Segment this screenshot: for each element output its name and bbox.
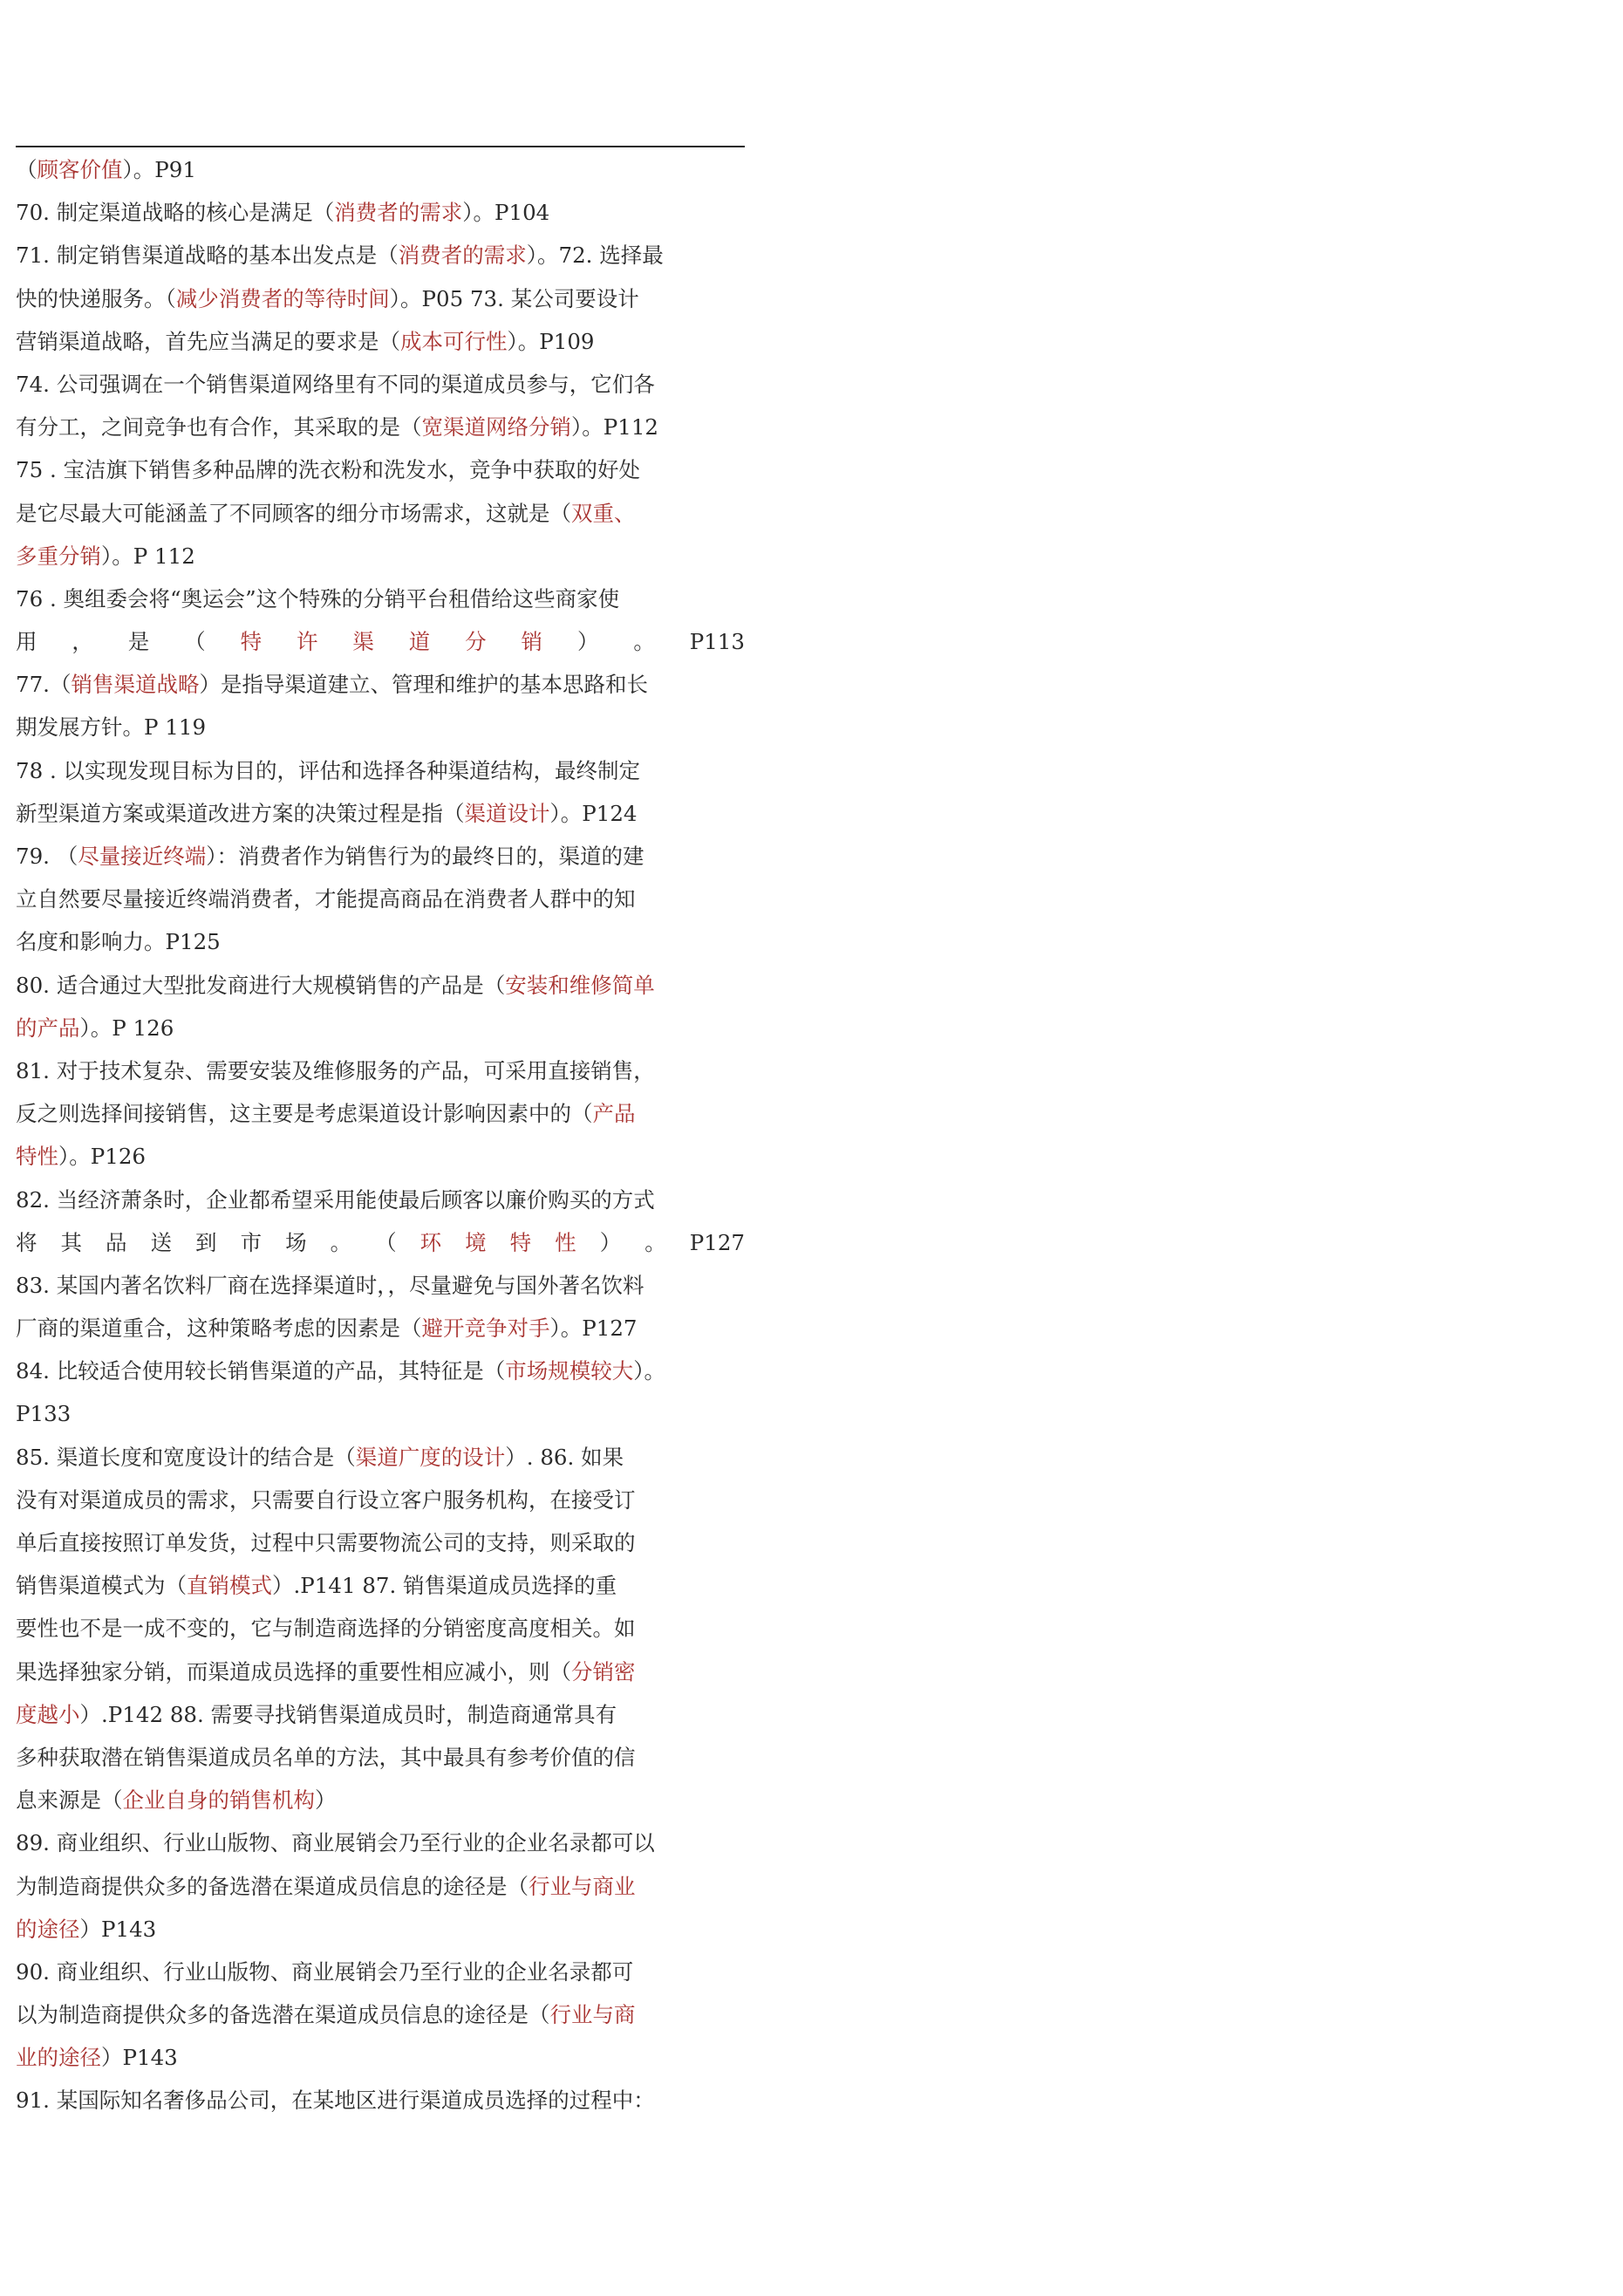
text-line — [16, 1092, 745, 1135]
text-line — [16, 749, 745, 792]
answer-text: 安装和维修简单 — [505, 972, 655, 998]
question-text: 81. 对于技术复杂、需要安装及维修服务的产品，可采用直接销售， — [16, 1057, 655, 1083]
text-line — [16, 1479, 745, 1521]
answer-text: 消费者的需求 — [398, 243, 527, 269]
text-line — [16, 535, 745, 577]
question-text: 新型渠道方案或渠道改进方案的决策过程是指（ — [16, 800, 465, 826]
question-text: 期发展方针。P 119 — [16, 714, 207, 741]
text-line — [16, 1779, 745, 1821]
question-text: 76 . 奥组委会将“奥运会”这个特殊的分销平台租借给这些商家使 — [16, 585, 620, 612]
question-text: 84. 比较适合使用较长销售渠道的产品，其特征是（ — [16, 1358, 506, 1384]
question-text: 85. 渠道长度和宽度设计的结合是（ — [16, 1444, 356, 1470]
question-text: 快的快递服务。（ — [16, 285, 176, 311]
question-text: （ — [16, 157, 38, 182]
text-line — [16, 1049, 745, 1092]
answer-text: 渠道设计 — [464, 800, 550, 826]
question-text: ）.P142 88. 需要寻找销售渠道成员时，制造商通常具有 — [79, 1701, 617, 1727]
text-line — [16, 234, 745, 277]
question-text: 83. 某国内著名饮料厂商在选择渠道时，，尽量避免与国外著名饮料 — [16, 1272, 644, 1298]
answer-text: 的产品 — [16, 1015, 80, 1041]
text-line — [16, 620, 745, 663]
question-text: P133 — [16, 1401, 72, 1427]
question-text: ）：消费者作为销售行为的最终日的，渠道的建 — [206, 844, 644, 869]
text-line — [16, 1436, 745, 1479]
question-text: 80. 适合通过大型批发商进行大规模销售的产品是（ — [16, 972, 506, 998]
question-text: 77.（ — [16, 672, 72, 698]
question-text: 销售渠道模式为（ — [16, 1573, 187, 1599]
text-line — [16, 1307, 745, 1350]
text-line — [16, 1221, 745, 1264]
text-line — [16, 792, 745, 835]
question-text: 是它尽最大可能涵盖了不同顾客的细分市场需求，这就是（ — [16, 500, 571, 526]
text-line — [16, 363, 745, 406]
question-text: ）。P91 — [122, 157, 196, 182]
question-text: 营销渠道战略，首先应当满足的要求是（ — [16, 328, 400, 354]
question-text: 78 . 以实现发现目标为目的，评估和选择各种渠道结构，最终制定 — [16, 757, 641, 783]
answer-text: 尽量接近终端 — [78, 844, 207, 869]
question-text: ）是指导渠道建立、管理和维护的基本思路和长 — [199, 672, 648, 698]
answer-text: 直销模式 — [187, 1573, 272, 1599]
question-text: ）。P112 — [571, 414, 658, 441]
answer-text: 顾客价值 — [37, 157, 123, 182]
text-line — [16, 406, 745, 448]
question-text: 89. 商业组织、行业山版物、商业展销会乃至行业的企业名录都可以 — [16, 1830, 655, 1856]
question-text: 反之则选择间接销售，这主要是考虑渠道设计影响因素中的（ — [16, 1101, 593, 1127]
text-line — [16, 1007, 745, 1049]
answer-text: 避开竞争对手 — [421, 1315, 550, 1342]
answer-text: 减少消费者的等待时间 — [175, 285, 390, 311]
question-text: 以为制造商提供众多的备选潜在渠道成员信息的途径是（ — [16, 2002, 550, 2028]
question-text: 用 ， 是 （ — [16, 629, 241, 655]
question-text: 名度和影响力。P125 — [16, 929, 221, 955]
question-text: 90. 商业组织、行业山版物、商业展销会乃至行业的企业名录都可 — [16, 1958, 634, 1985]
text-line — [16, 706, 745, 748]
text-line — [16, 964, 745, 1007]
text-line — [16, 835, 745, 878]
question-text: 74. 公司强调在一个销售渠道网络里有不同的渠道成员参与，它们各 — [16, 371, 655, 397]
text-line — [16, 148, 745, 191]
answer-text: 的途径 — [16, 1916, 80, 1942]
answer-text: 双重、 — [571, 500, 636, 526]
question-text: ）。72. 选择最 — [526, 243, 664, 269]
question-text: ）。P127 — [549, 1315, 638, 1342]
answer-text: 产品 — [592, 1101, 636, 1127]
answer-text: 行业与商 — [549, 2002, 636, 2028]
text-line — [16, 1264, 745, 1307]
text-line — [16, 920, 745, 963]
text-line — [16, 448, 745, 491]
answer-text: 渠道广度的设计 — [355, 1444, 506, 1470]
text-line — [16, 1392, 745, 1435]
answer-text: 度越小 — [16, 1701, 80, 1727]
answer-text: 企业自身的销售机构 — [122, 1787, 315, 1814]
text-line — [16, 1908, 745, 1951]
text-line — [16, 1993, 745, 2036]
question-text: ）P143 — [101, 2045, 178, 2071]
text-line — [16, 1135, 745, 1178]
text-line — [16, 1650, 745, 1693]
text-line — [16, 878, 745, 920]
question-text: ）。P109 — [507, 328, 595, 354]
text-line — [16, 1951, 745, 1993]
question-text: ）. 86. 如果 — [505, 1444, 624, 1470]
question-text: 71. 制定销售渠道战略的基本出发点是（ — [16, 243, 399, 269]
question-text: 82. 当经济萧条时，企业都希望采用能使最后顾客以廉价购买的方式 — [16, 1186, 655, 1213]
header-rule — [16, 146, 745, 147]
question-text: ）P143 — [79, 1916, 157, 1942]
answer-text: 业的途径 — [16, 2045, 101, 2071]
answer-text: 消费者的需求 — [334, 200, 463, 226]
question-text: 厂商的渠道重合，这种策略考虑的因素是（ — [16, 1315, 422, 1342]
question-text: ）。P 112 — [101, 543, 195, 569]
question-text: ） 。 P113 — [556, 629, 745, 655]
answer-text: 行业与商业 — [528, 1873, 636, 1899]
answer-text: 特性 — [16, 1144, 58, 1170]
question-text: ）。 — [633, 1358, 665, 1384]
question-text: 单后直接按照订单发货，过程中只需要物流公司的支持，则采取的 — [16, 1530, 636, 1555]
question-text: ） — [315, 1787, 337, 1814]
question-text: ）。P104 — [462, 200, 550, 226]
answer-text: 分销密 — [571, 1658, 636, 1684]
text-line — [16, 1564, 745, 1607]
answer-text: 环 境 特 性 — [419, 1229, 585, 1255]
question-text: 息来源是（ — [16, 1787, 123, 1814]
text-line — [16, 1736, 745, 1779]
text-line — [16, 663, 745, 706]
question-text: 91. 某国际知名奢侈品公司，在某地区进行渠道成员选择的过程中： — [16, 2088, 655, 2114]
answer-text: 特 许 渠 道 分 销 — [240, 629, 557, 655]
answer-text: 销售渠道战略 — [71, 672, 200, 698]
question-text: ）。P 126 — [79, 1015, 174, 1041]
text-line — [16, 320, 745, 363]
answer-text: 多重分销 — [16, 543, 101, 569]
question-text: ）.P141 87. 销售渠道成员选择的重 — [272, 1573, 617, 1599]
text-line — [16, 1521, 745, 1564]
question-text: 没有对渠道成员的需求，只需要自行设立客户服务机构，在接受订 — [16, 1486, 636, 1513]
question-text: 果选择独家分销，而渠道成员选择的重要性相应减小，则（ — [16, 1658, 571, 1684]
question-text: ）。P124 — [549, 800, 638, 826]
answer-text: 市场规模较大 — [505, 1358, 634, 1384]
text-line — [16, 2079, 745, 2122]
question-text: 多种获取潜在销售渠道成员名单的方法，其中最具有参考价值的信 — [16, 1744, 636, 1770]
text-line — [16, 1865, 745, 1908]
question-text: ）。P126 — [58, 1144, 146, 1170]
document-body — [16, 148, 745, 2122]
question-text: 79. （ — [16, 844, 78, 869]
text-line — [16, 1821, 745, 1864]
text-line — [16, 191, 745, 234]
text-line — [16, 277, 745, 320]
question-text: ） 。 P127 — [584, 1229, 745, 1255]
text-line — [16, 1607, 745, 1650]
text-line — [16, 1693, 745, 1736]
answer-text: 宽渠道网络分销 — [421, 414, 571, 441]
question-text: 为制造商提供众多的备选潜在渠道成员信息的途径是（ — [16, 1873, 528, 1899]
question-text: 立自然要尽量接近终端消费者，才能提高商品在消费者人群中的知 — [16, 886, 636, 912]
text-line — [16, 492, 745, 535]
text-line — [16, 577, 745, 620]
text-line — [16, 2036, 745, 2079]
text-line — [16, 1179, 745, 1221]
question-text: 有分工，之间竞争也有合作，其采取的是（ — [16, 414, 422, 441]
question-text: ）。P05 73. 某公司要设计 — [389, 285, 639, 311]
text-line — [16, 1350, 745, 1392]
question-text: 70. 制定渠道战略的核心是满足（ — [16, 200, 335, 226]
question-text: 将 其 品 送 到 市 场 。 （ — [16, 1229, 420, 1255]
question-text: 75 . 宝洁旗下销售多种品牌的洗衣粉和洗发水，竞争中获取的好处 — [16, 457, 641, 483]
question-text: 要性也不是一成不变的，它与制造商选择的分销密度高度相关。如 — [16, 1616, 636, 1642]
answer-text: 成本可行性 — [400, 328, 508, 354]
